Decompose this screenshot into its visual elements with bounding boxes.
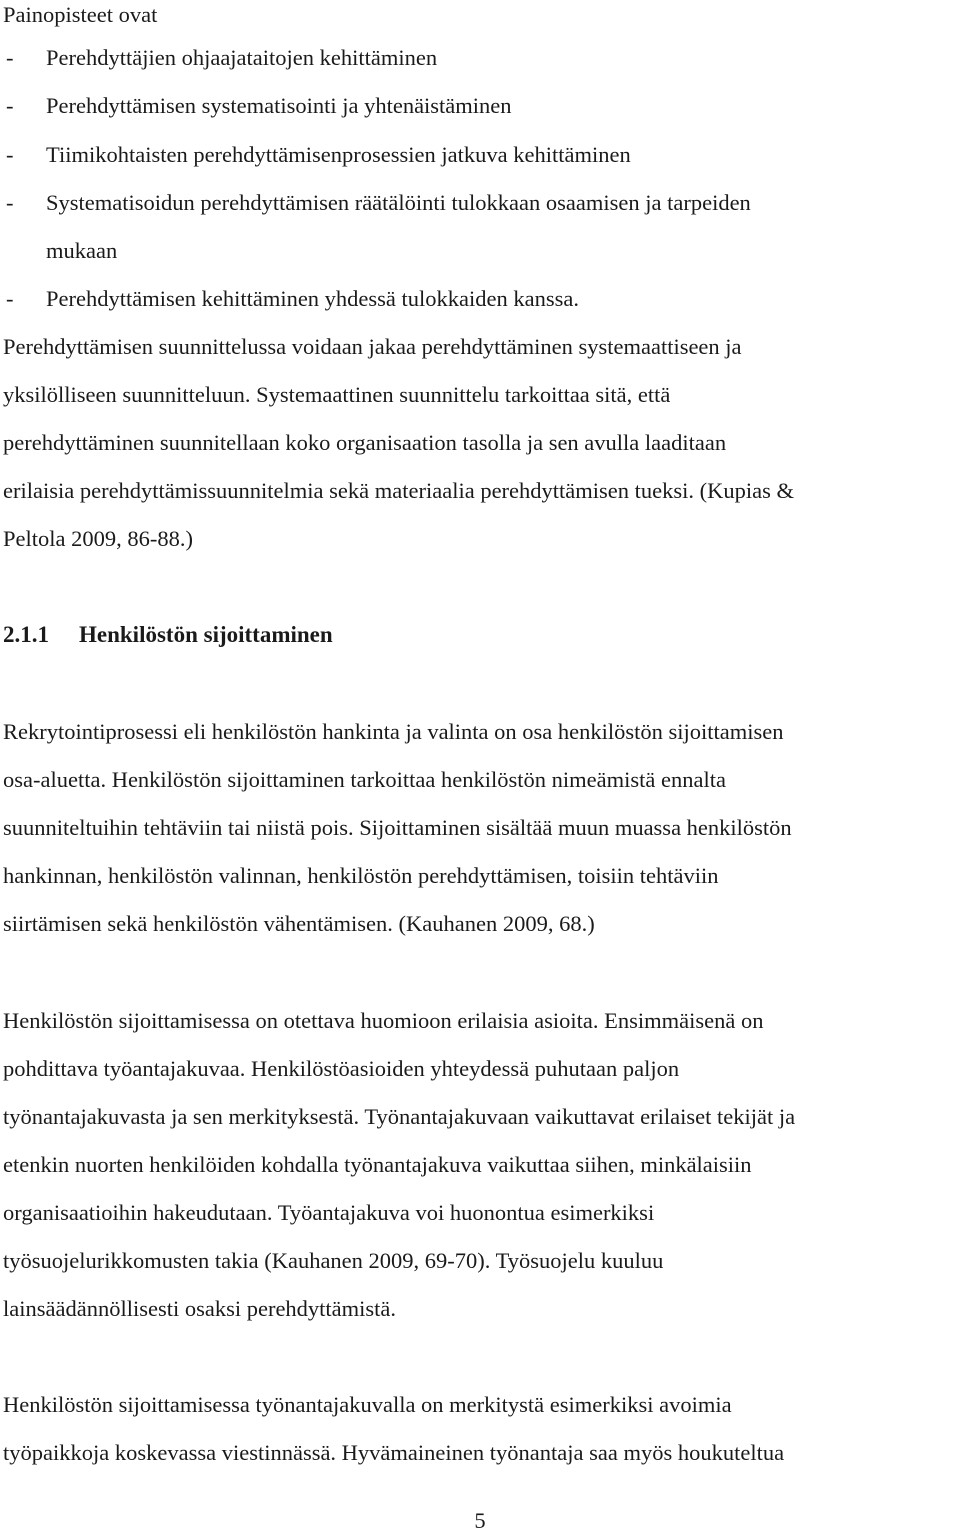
paragraph-line: työnantajakuvasta ja sen merkityksestä. Työnantajakuvaan vaikuttavat erilaiset tekijät ja — [3, 1104, 796, 1129]
paragraph-line: suunniteltuihin tehtäviin tai niistä pois. Sijoittaminen sisältää muun muassa henkilöstön — [3, 815, 792, 840]
bullet-text: Perehdyttämisen systematisointi ja yhtenäistäminen — [46, 93, 512, 118]
page-number: 5 — [474, 1508, 486, 1533]
intro-heading: Painopisteet ovat — [3, 2, 158, 27]
paragraph-line: Henkilöstön sijoittamisessa on otettava huomioon erilaisia asioita. Ensimmäisenä on — [3, 1008, 764, 1033]
paragraph-line: työsuojelurikkomusten takia (Kauhanen 2009, 69-70). Työsuojelu kuuluu — [3, 1248, 664, 1273]
paragraph-line: Henkilöstön sijoittamisessa työnantajakuvalla on merkitystä esimerkiksi avoimia — [3, 1392, 732, 1417]
paragraph-line: osa-aluetta. Henkilöstön sijoittaminen tarkoittaa henkilöstön nimeämistä ennalta — [3, 767, 726, 792]
bullet-dash: - — [6, 93, 14, 118]
paragraph-line: pohdittava työantajakuvaa. Henkilöstöasioiden yhteydessä puhutaan paljon — [3, 1056, 680, 1081]
paragraph-line: organisaatioihin hakeudutaan. Työantajakuva voi huonontua esimerkiksi — [3, 1200, 655, 1225]
paragraph-line: lainsäädännöllisesti osaksi perehdyttämistä. — [3, 1296, 397, 1321]
paragraph-line: yksilölliseen suunnitteluun. Systemaattinen suunnittelu tarkoittaa sitä, että — [3, 382, 671, 407]
bullet-text: Perehdyttämisen kehittäminen yhdessä tulokkaiden kanssa. — [46, 286, 580, 311]
paragraph-line: hankinnan, henkilöstön valinnan, henkilöstön perehdyttämisen, toisiin tehtäviin — [3, 863, 719, 888]
bullet-dash: - — [6, 142, 14, 167]
bullet-text-continuation: mukaan — [46, 238, 118, 263]
bullet-dash: - — [6, 45, 14, 70]
paragraph-line: työpaikkoja koskevassa viestinnässä. Hyvämaineinen työnantaja saa myös houkuteltua — [3, 1440, 785, 1465]
paragraph-line: perehdyttäminen suunnitellaan koko organisaation tasolla ja sen avulla laaditaan — [3, 430, 727, 455]
bullet-dash: - — [6, 190, 14, 215]
paragraph-line: Rekrytointiprosessi eli henkilöstön hankinta ja valinta on osa henkilöstön sijoittamisen — [3, 719, 784, 744]
paragraph-line: etenkin nuorten henkilöiden kohdalla työnantajakuva vaikuttaa siihen, minkälaisiin — [3, 1152, 752, 1177]
bullet-text: Perehdyttäjien ohjaajataitojen kehittäminen — [46, 45, 438, 70]
paragraph-line: siirtämisen sekä henkilöstön vähentämisen. (Kauhanen 2009, 68.) — [3, 911, 595, 936]
paragraph-line: erilaisia perehdyttämissuunnitelmia sekä materiaalia perehdyttämisen tueksi. (Kupias & — [3, 478, 795, 503]
bullet-text: Systematisoidun perehdyttämisen räätälöinti tulokkaan osaamisen ja tarpeiden — [46, 190, 751, 215]
paragraph-line: Peltola 2009, 86-88.) — [3, 526, 193, 551]
section-heading — [3, 620, 333, 650]
section-number: 2.1.1 — [3, 622, 49, 647]
paragraph-line: Perehdyttämisen suunnittelussa voidaan jakaa perehdyttäminen systemaattiseen ja — [3, 334, 742, 359]
section-title: Henkilöstön sijoittaminen — [79, 622, 333, 647]
bullet-text: Tiimikohtaisten perehdyttämisenprosessien jatkuva kehittäminen — [46, 142, 631, 167]
bullet-dash: - — [6, 286, 14, 311]
